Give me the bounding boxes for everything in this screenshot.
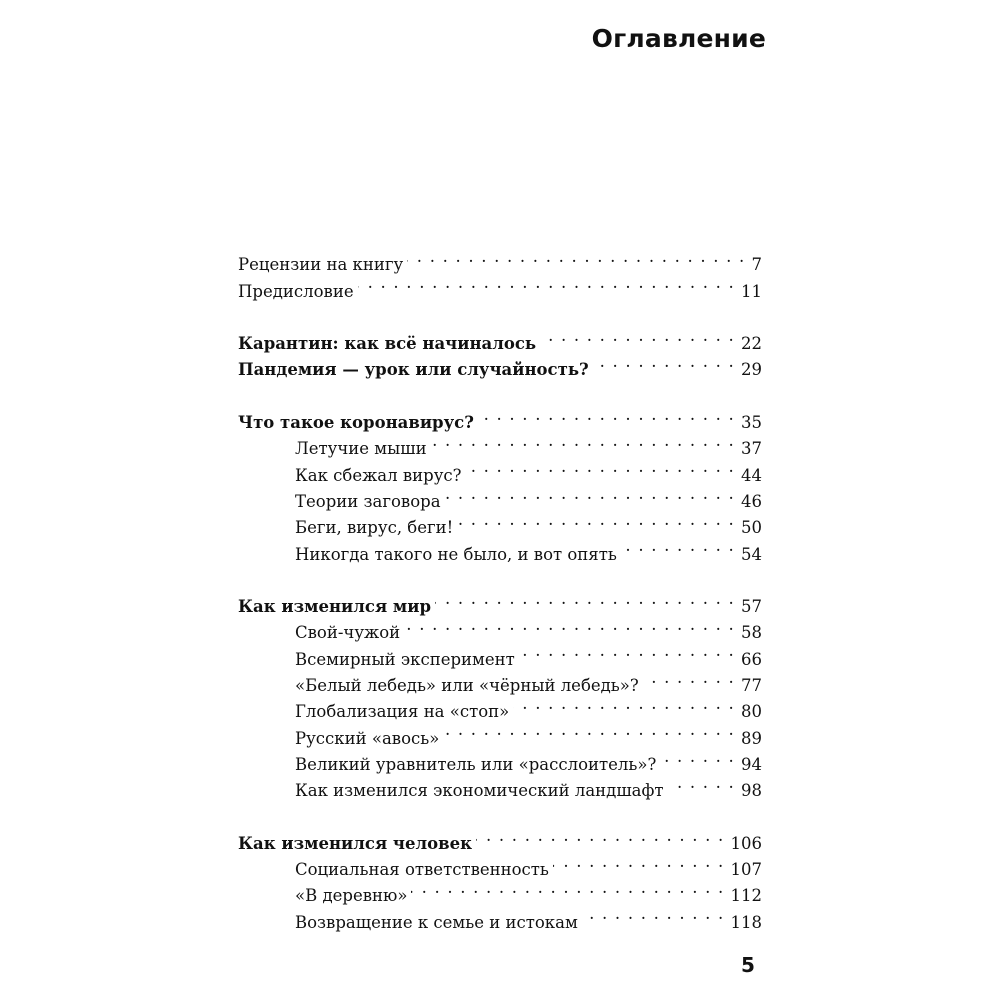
dot-leader [660,744,735,770]
toc-entry-title: Свой-чужой [295,623,401,643]
dot-leader [457,507,735,533]
toc-entry-page-number: 54 [741,544,762,564]
table-of-contents [238,244,762,932]
toc-entry-title: Летучие мыши [295,439,427,459]
toc-entry-title: Карантин: как всё начиналось [238,334,537,354]
toc-chapter-entry [238,823,762,853]
toc-entry-title: Русский «авось» [295,728,440,748]
toc-entry-title: Теории заговора [295,491,441,511]
toc-entry-page-number: 66 [741,649,762,669]
dot-leader [476,823,725,849]
toc-entry-page-number: 80 [741,702,762,722]
toc-chapter-entry [238,323,762,354]
toc-chapter-entry [238,244,762,275]
page-title: Оглавление [591,24,766,53]
toc-entry-page-number: 44 [741,465,762,485]
toc-entry-page-number: 50 [741,518,762,538]
toc-entry-page-number: 29 [741,360,762,380]
toc-entry-title: «Белый лебедь» или «чёрный лебедь»? [295,676,639,696]
toc-entry-page-number: 22 [741,334,762,354]
toc-entry-title: Как изменился мир [238,597,431,617]
dot-leader [553,849,725,875]
toc-entry-page-number: 112 [730,886,762,906]
dot-leader [513,691,735,717]
toc-entry-page-number: 37 [741,439,762,459]
dot-leader [431,428,735,454]
toc-chapter-entry [238,402,762,433]
page-number: 5 [741,953,755,977]
toc-entry-page-number: 106 [730,833,762,853]
toc-entry-title: «В деревню» [295,886,408,906]
toc-entry-page-number: 46 [741,491,762,511]
dot-leader [540,323,735,349]
dot-leader [466,454,736,480]
dot-leader [411,875,724,901]
dot-leader [445,481,735,507]
toc-entry-title: Возвращение к семье и истокам [295,912,578,932]
toc-entry-title: Как сбежал вирус? [295,465,462,485]
toc-entry-page-number: 94 [741,754,762,774]
dot-leader [582,901,725,927]
dot-leader [593,349,735,375]
toc-entry-page-number: 7 [751,255,762,275]
toc-entry-title: Что такое коронавирус? [238,413,474,433]
toc-entry-title: Пандемия — урок или случайность? [238,360,589,380]
toc-entry-page-number: 118 [730,912,762,932]
toc-entry-page-number: 107 [730,860,762,880]
dot-leader [435,586,735,612]
toc-entry-page-number: 11 [741,281,762,301]
toc-entry-title: Рецензии на книгу [238,255,404,275]
dot-leader [643,665,735,691]
toc-entry-title: Беги, вирус, беги! [295,518,454,538]
toc-entry-title: Как изменился человек [238,833,472,853]
dot-leader [358,270,735,296]
toc-chapter-entry [238,586,762,617]
toc-entry-page-number: 35 [741,413,762,433]
dot-leader [478,402,735,428]
dot-leader [404,612,735,638]
toc-entry-page-number: 89 [741,728,762,748]
toc-entry-page-number: 57 [741,597,762,617]
toc-entry-title: Всемирный эксперимент [295,649,515,669]
toc-entry-page-number: 77 [741,676,762,696]
toc-entry-title: Никогда такого не было, и вот опять [295,544,617,564]
dot-leader [519,638,735,664]
dot-leader [621,533,735,559]
toc-entry-title: Глобализация на «стоп» [295,702,510,722]
toc-entry-title: Как изменился экономический ландшафт [295,781,664,801]
dot-leader [668,770,735,796]
dot-leader [443,717,735,743]
toc-entry-page-number: 98 [741,781,762,801]
toc-entry-title: Великий уравнитель или «расслоитель»? [295,754,657,774]
dot-leader [407,244,745,270]
toc-entry-page-number: 58 [741,623,762,643]
toc-entry-title: Социальная ответственность [295,860,549,880]
toc-entry-title: Предисловие [238,281,354,301]
